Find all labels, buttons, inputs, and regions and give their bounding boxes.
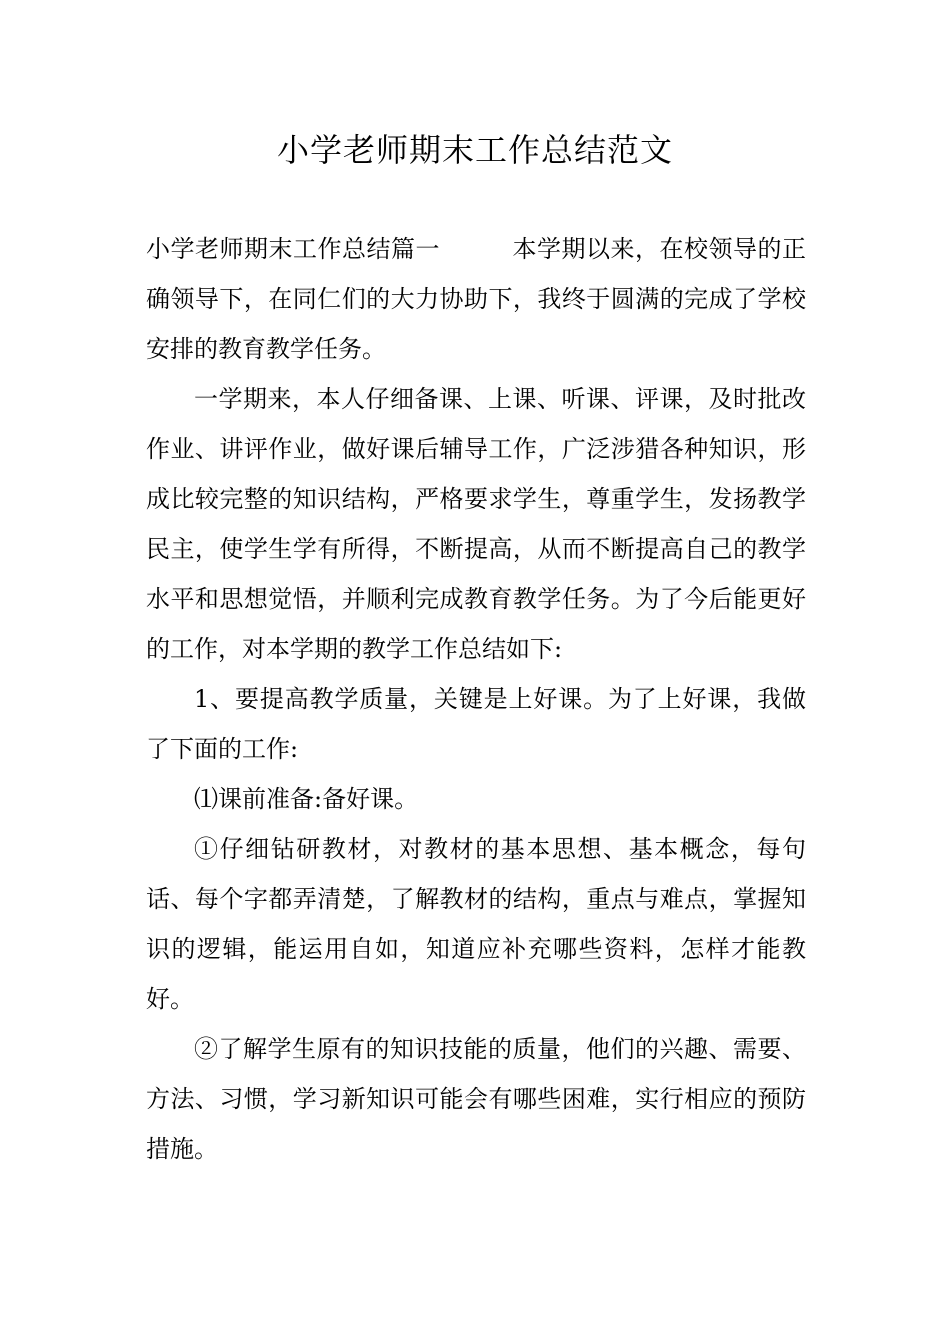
- paragraph-point-1: 1、要提高教学质量，关键是上好课。为了上好课，我做了下面的工作:: [146, 685, 806, 763]
- paragraph-item-1: ①仔细钻研教材，对教材的基本思想、基本概念，每句话、每个字都弄清楚，了解教材的结构，重点与难点，掌握知识的逻辑，能运用自如，知道应补充哪些资料，怎样才能教好。: [146, 835, 806, 1013]
- intro-text: 本学期以来，在校领导的正确领导下，在同仁们的大力协助下，我终于圆满的完成了学校安排的教育教学任务。: [146, 235, 806, 363]
- paragraph-item-2: ②了解学生原有的知识技能的质量，他们的兴趣、需要、方法、习惯，学习新知识可能会有哪些困难，实行相应的预防措施。: [146, 1035, 806, 1163]
- intro-paragraph: [146, 224, 806, 374]
- document-title: 小学老师期末工作总结范文: [276, 131, 673, 169]
- intro-heading: 小学老师期末工作总结篇一: [146, 235, 440, 263]
- paragraph-overview: 一学期来，本人仔细备课、上课、听课、评课，及时批改作业、讲评作业，做好课后辅导工作，广泛涉猎各种知识，形成比较完整的知识结构，严格要求学生，尊重学生，发扬教学民主，使学生学有所得，不断提高，从而不断提高自己的教学水平和思想觉悟，并顺利完成教育教学任务。为了今后能更好的工作，对本学期的教学工作总结如下:: [146, 385, 806, 663]
- paragraph-subpoint-1: ⑴课前准备:备好课。: [194, 785, 419, 813]
- document-body: [146, 224, 806, 1174]
